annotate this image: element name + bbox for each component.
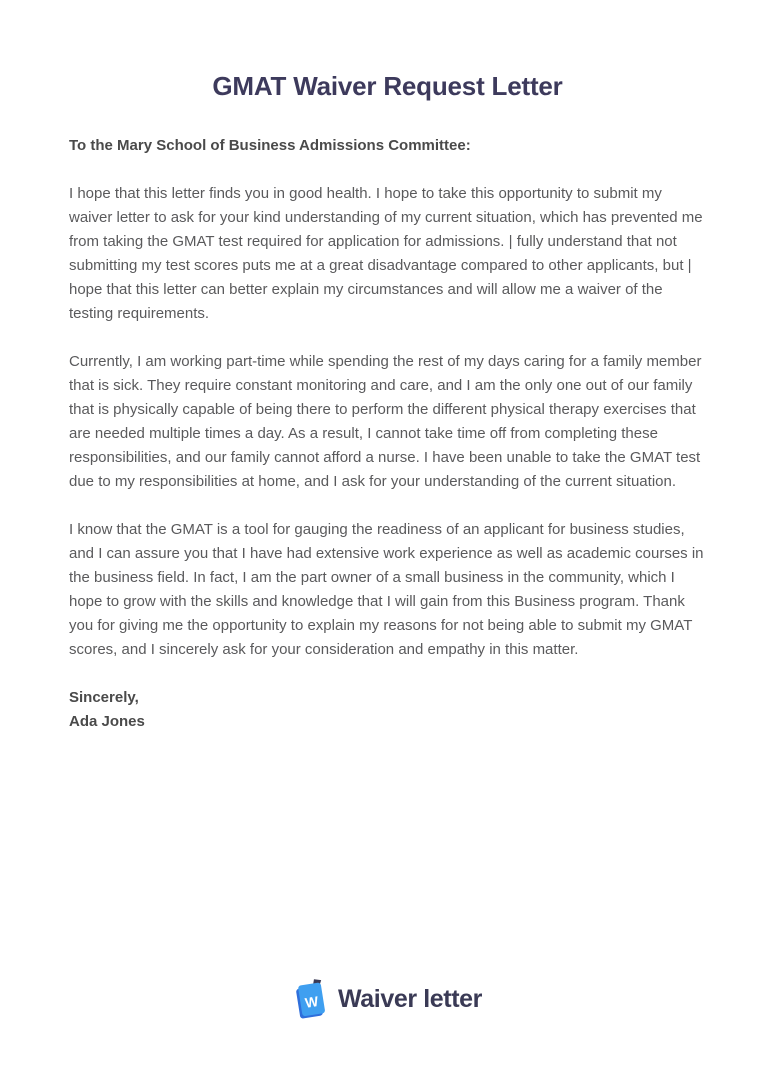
letter-signature: Ada Jones: [69, 713, 145, 730]
letter-closing: Sincerely,: [69, 689, 139, 706]
letter-salutation: To the Mary School of Business Admissions Committee:: [69, 137, 471, 154]
letter-title: GMAT Waiver Request Letter: [212, 71, 563, 101]
letter-closing-block: [69, 686, 706, 734]
logo-letter: W: [303, 993, 320, 1011]
letter-paragraph-2: Currently, I am working part-time while spending the rest of my days caring for a family member that is sick. They require constant monitoring and care, and I am the only one out of our family that is physically capable of being there to perform the different physical therapy exercises that are needed multiple times a day. As a result, I cannot take time off from completing these responsibilities, and our family cannot afford a nurse. I have been unable to take the GMAT test due to my responsibilities at home, and I ask for your understanding of the current situation.: [69, 353, 702, 490]
footer-brand-lockup: [0, 978, 775, 1020]
letter-paragraph-1: I hope that this letter finds you in good health. I hope to take this opportunity to submit my waiver letter to ask for your kind understanding of my current situation, which has prevented me from taking the GMAT test required for application for admissions. | fully understand that not submitting my test scores puts me at a great disadvantage compared to other applicants, but | hope that this letter can better explain my circumstances and will allow me a waiver of the testing requirements.: [69, 185, 703, 322]
letter-paragraph-3: I know that the GMAT is a tool for gauging the readiness of an applicant for business studies, and I can assure you that I have had extensive work experience as well as academic courses in the business field. In fact, I am the part owner of a small business in the community, which I hope to grow with the skills and knowledge that I will gain from this Business program. Thank you for giving me the opportunity to explain my reasons for not being able to submit my GMAT scores, and I sincerely ask for your consideration and empathy in this matter.: [69, 521, 704, 658]
footer-brand-text: Waiver letter: [338, 984, 482, 1013]
document-w-icon: [293, 978, 329, 1020]
